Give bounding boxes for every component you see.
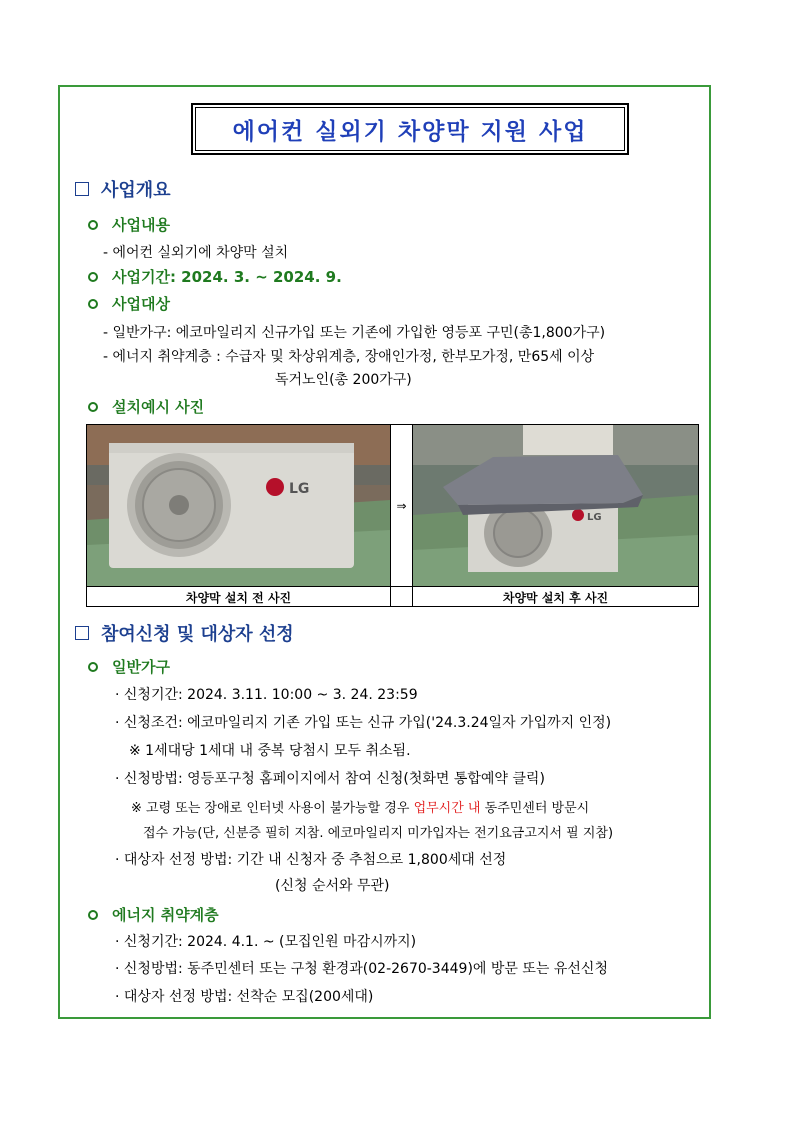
general-select-cont: (신청 순서와 무관): [275, 878, 390, 894]
square-bullet-icon: [75, 626, 89, 640]
sub-general-label: 일반가구: [112, 658, 170, 676]
svg-text:LG: LG: [587, 512, 602, 523]
svg-text:LG: LG: [289, 481, 310, 497]
circle-bullet-icon: [88, 662, 98, 672]
sub-general-heading: [88, 656, 170, 677]
arrow-icon: ⇒: [396, 498, 407, 513]
circle-bullet-icon: [88, 299, 98, 309]
circle-bullet-icon: [88, 272, 98, 282]
target-general: - 일반가구: 에코마일리지 신규가입 또는 기존에 가입한 영등포 구민(총1,800가구): [103, 325, 606, 341]
circle-bullet-icon: [88, 220, 98, 230]
energy-select: · 대상자 선정 방법: 선착순 모집(200세대): [115, 989, 374, 1005]
note2-text-a: ※ 고령 또는 장애로 인터넷 사용이 불가능할 경우: [131, 801, 414, 816]
note2-text-b: 동주민센터 방문시: [480, 801, 590, 816]
sub-photo-label: 설치예시 사진: [112, 398, 205, 416]
sub-photo-heading: [88, 396, 204, 417]
sub-period-heading: [88, 266, 342, 287]
target-energy: - 에너지 취약계층 : 수급자 및 차상위계층, 장애인가정, 한부모가정, 만65세 이상: [103, 349, 595, 365]
general-select: · 대상자 선정 방법: 기간 내 신청자 중 추첨으로 1,800세대 선정: [115, 852, 507, 868]
caption-after: 차양막 설치 후 사진: [413, 586, 698, 607]
title-box: [191, 103, 629, 155]
photo-before: [87, 425, 390, 586]
general-condition: · 신청조건: 에코마일리지 기존 가입 또는 신규 가입('24.3.24일자 가입까지 인정): [115, 715, 612, 731]
energy-method: · 신청방법: 동주민센터 또는 구청 환경과(02-2670-3449)에 방문 또는 유선신청: [115, 961, 608, 977]
caption-before: 차양막 설치 전 사진: [87, 586, 390, 607]
sub-energy-heading: [88, 904, 219, 925]
photo-after: [413, 425, 698, 586]
content-item: - 에어컨 실외기에 차양막 설치: [103, 245, 289, 261]
caption-spacer: [391, 586, 412, 607]
sub-target-heading: [88, 293, 170, 314]
sub-content-label: 사업내용: [112, 216, 170, 234]
sub-content-heading: [88, 214, 170, 235]
section-overview-label: 사업개요: [101, 180, 171, 201]
note2-text-red: 업무시간 내: [413, 801, 481, 816]
photo-table: [86, 424, 699, 607]
general-period: · 신청기간: 2024. 3.11. 10:00 ~ 3. 24. 23:59: [115, 687, 418, 703]
sub-target-label: 사업대상: [112, 295, 170, 313]
section-application-heading: [75, 620, 294, 646]
sub-period-label: 사업기간: 2024. 3. ~ 2024. 9.: [112, 268, 342, 286]
target-energy-cont: 독거노인(총 200가구): [275, 372, 412, 388]
energy-period: · 신청기간: 2024. 4.1. ~ (모집인원 마감시까지): [115, 934, 417, 950]
general-note-2: [131, 797, 589, 816]
sub-energy-label: 에너지 취약계층: [112, 906, 219, 924]
page-title: 에어컨 실외기 차양막 지원 사업: [195, 107, 625, 151]
section-application-label: 참여신청 및 대상자 선정: [101, 624, 294, 645]
circle-bullet-icon: [88, 402, 98, 412]
square-bullet-icon: [75, 182, 89, 196]
general-note-2-cont: 접수 가능(단, 신분증 필히 지참. 에코마일리지 미가입자는 전기요금고지서 필 지참): [143, 826, 614, 841]
general-note-1: ※ 1세대당 1세대 내 중복 당첨시 모두 취소됨.: [129, 743, 411, 759]
circle-bullet-icon: [88, 910, 98, 920]
section-overview-heading: [75, 176, 171, 202]
general-method: · 신청방법: 영등포구청 홈페이지에서 참여 신청(첫화면 통합예약 클릭): [115, 771, 545, 787]
